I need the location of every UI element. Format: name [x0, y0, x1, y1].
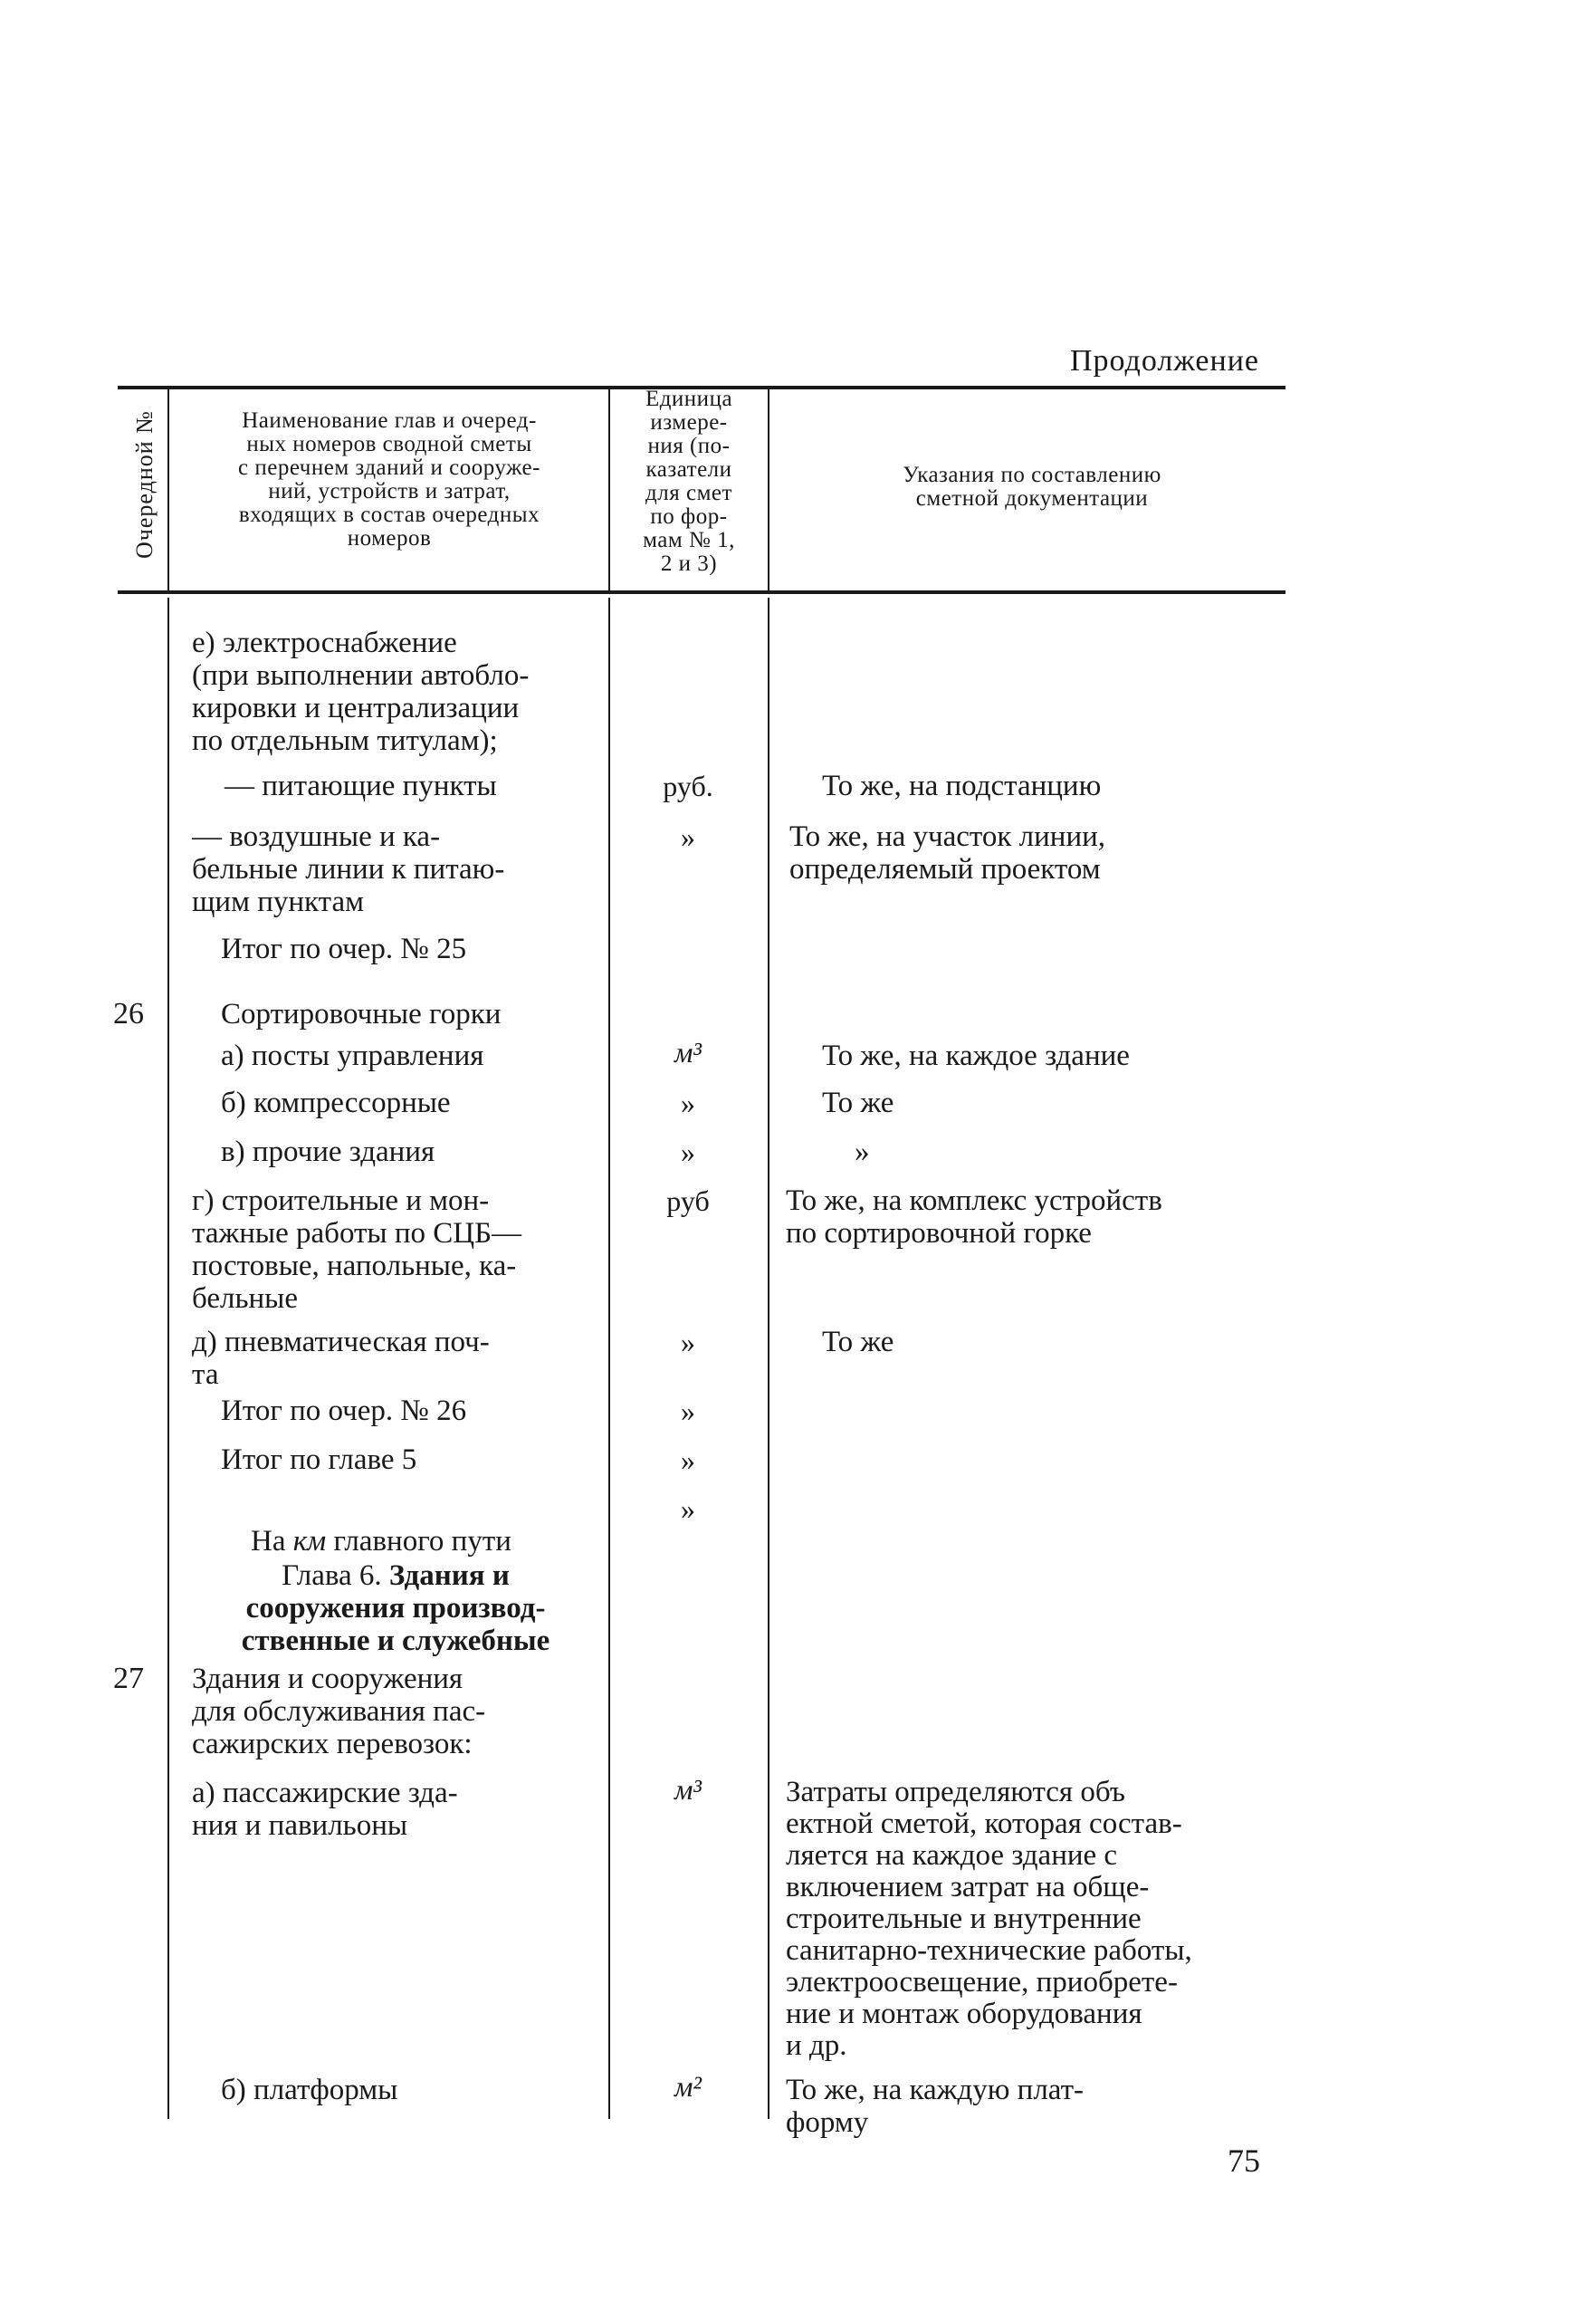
- header-number-column: Очередной №: [131, 410, 158, 559]
- row-unit: »: [681, 1136, 695, 1168]
- row-name: в) прочие здания: [221, 1136, 435, 1168]
- row-unit: »: [681, 820, 695, 853]
- row-number: 26: [113, 997, 144, 1031]
- row-name-suffix: главного пути: [326, 1525, 511, 1558]
- row-unit: »: [681, 1326, 695, 1358]
- row-unit: м³: [674, 1036, 702, 1069]
- row-name: а) посты управления: [221, 1040, 484, 1072]
- row-note: То же: [822, 1326, 894, 1358]
- row-name: Здания и сооружения для обслуживания пас- сажирских перевозок:: [192, 1663, 486, 1760]
- row-name-prefix: На: [251, 1525, 293, 1558]
- header-name-column: Наименование глав и очеред- ных номеров сводной сметы с перечнем зданий и сооруже- ний, устройств и затрат, входящих в состав очередных номеров: [238, 408, 540, 551]
- row-name: Сортировочные горки: [221, 998, 502, 1031]
- row-note: То же, на подстанцию: [822, 770, 1102, 802]
- row-unit: м³: [674, 1773, 702, 1806]
- row-unit: »: [681, 1395, 695, 1427]
- header-unit-column: Единица измере- ния (по- казатели для смет по фор- мам № 1, 2 и 3): [643, 387, 735, 576]
- body-divider-3: [768, 598, 769, 2119]
- chapter-title: Здания и сооружения производ- ственные и служебные: [241, 1559, 550, 1657]
- chapter-heading: [192, 1559, 599, 1657]
- row-name: г) строительные и мон- тажные работы по СЦБ— постовые, напольные, ка- бельные: [192, 1184, 522, 1315]
- row-unit: »: [681, 1492, 695, 1525]
- row-name: б) платформы: [221, 2074, 398, 2106]
- row-note: То же, на каждое здание: [822, 1040, 1130, 1072]
- page-number: 75: [1228, 2143, 1260, 2179]
- row-name: д) пневматическая поч- та: [192, 1326, 490, 1391]
- body-divider-1: [167, 598, 169, 2119]
- row-name: Итог по очер. № 25: [221, 933, 467, 965]
- body-divider-2: [608, 598, 610, 2119]
- row-note: То же, на каждую плат- форму: [786, 2074, 1085, 2139]
- row-note: То же, на комплекс устройств по сортировочной горке: [786, 1184, 1162, 1250]
- chapter-prefix: Глава 6.: [282, 1559, 389, 1592]
- row-unit: »: [681, 1443, 695, 1476]
- row-name: б) компрессорные: [221, 1087, 451, 1119]
- row-name-unit: км: [292, 1525, 327, 1558]
- header-divider-1: [167, 389, 169, 590]
- header-divider-3: [768, 389, 769, 590]
- row-name: а) пассажирские зда- ния и павильоны: [192, 1777, 458, 1842]
- row-unit: руб: [666, 1184, 710, 1217]
- row-note: То же: [822, 1087, 894, 1119]
- row-unit: руб.: [663, 770, 713, 802]
- header-divider-2: [608, 389, 610, 590]
- continuation-caption: Продолжение: [1069, 344, 1259, 378]
- row-name: е) электроснабжение (при выполнении автобло- кировки и централизации по отдельным титулам);: [192, 627, 530, 757]
- row-note: Затраты определяются объ ектной сметой, которая состав- ляется на каждое здание с включением затрат на обще- строительные и внутренние санитарно-технические работы, электроосвещение, приобрете- ние и монтаж оборудования и др.: [786, 1776, 1192, 2062]
- row-name: — питающие пункты: [225, 770, 497, 802]
- row-name: Итог по главе 5: [221, 1443, 417, 1476]
- row-note: То же, на участок линии, определяемый проектом: [789, 820, 1106, 886]
- row-name: — воздушные и ка- бельные линии к питаю- щим пунктам: [192, 820, 505, 918]
- row-unit: »: [681, 1087, 695, 1119]
- row-unit: м²: [674, 2070, 702, 2103]
- row-number: 27: [113, 1662, 144, 1695]
- header-bottom-rule: [118, 590, 1285, 594]
- row-note: »: [855, 1136, 870, 1168]
- header-notes-column: Указания по составлению сметной документации: [903, 463, 1161, 511]
- row-name: Итог по очер. № 26: [221, 1395, 467, 1427]
